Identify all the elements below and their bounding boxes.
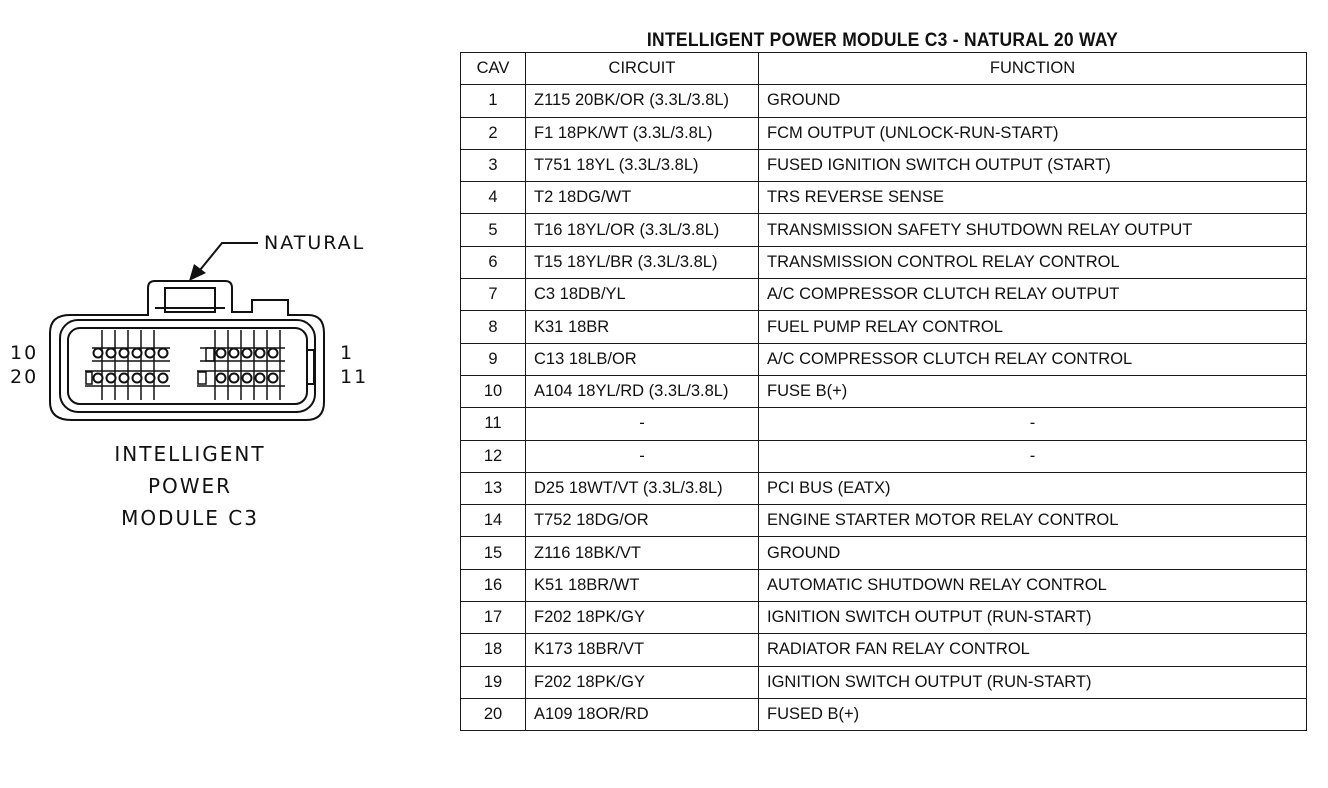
table-row bbox=[461, 698, 1307, 730]
function-cell: - bbox=[759, 408, 1307, 440]
circuit-cell: F202 18PK/GY bbox=[526, 602, 759, 634]
table-body bbox=[461, 85, 1307, 731]
cav-cell: 2 bbox=[461, 117, 526, 149]
function-cell: FUSED IGNITION SWITCH OUTPUT (START) bbox=[759, 149, 1307, 181]
cav-cell: 10 bbox=[461, 375, 526, 407]
table-row bbox=[461, 408, 1307, 440]
connector-inner-shell bbox=[60, 320, 315, 412]
cavity-12 bbox=[243, 374, 252, 383]
table-row bbox=[461, 375, 1307, 407]
function-cell: FUEL PUMP RELAY CONTROL bbox=[759, 311, 1307, 343]
cavity-10 bbox=[94, 349, 103, 358]
cav-cell: 9 bbox=[461, 343, 526, 375]
table-row bbox=[461, 117, 1307, 149]
cav-cell: 19 bbox=[461, 666, 526, 698]
circuit-cell: K51 18BR/WT bbox=[526, 569, 759, 601]
pinout-table bbox=[460, 52, 1307, 731]
circuit-cell: - bbox=[526, 440, 759, 472]
connector-diagram bbox=[0, 220, 400, 540]
caption-line-3: MODULE C3 bbox=[121, 506, 259, 530]
circuit-cell: D25 18WT/VT (3.3L/3.8L) bbox=[526, 472, 759, 504]
function-cell: FCM OUTPUT (UNLOCK-RUN-START) bbox=[759, 117, 1307, 149]
pin-label-10: 10 bbox=[10, 342, 39, 364]
cavity-14 bbox=[217, 374, 226, 383]
table-row bbox=[461, 182, 1307, 214]
cav-cell: 7 bbox=[461, 279, 526, 311]
cavity-block-left bbox=[85, 330, 170, 400]
cavity-3 bbox=[230, 349, 239, 358]
table-row bbox=[461, 472, 1307, 504]
cav-cell: 17 bbox=[461, 602, 526, 634]
cav-cell: 3 bbox=[461, 149, 526, 181]
cav-cell: 16 bbox=[461, 569, 526, 601]
function-cell: A/C COMPRESSOR CLUTCH RELAY CONTROL bbox=[759, 343, 1307, 375]
circuit-cell: Z116 18BK/VT bbox=[526, 537, 759, 569]
circuit-cell: A109 18OR/RD bbox=[526, 698, 759, 730]
cavity-4 bbox=[217, 349, 226, 358]
cavity-16 bbox=[146, 374, 155, 383]
function-cell: IGNITION SWITCH OUTPUT (RUN-START) bbox=[759, 602, 1307, 634]
function-cell: TRANSMISSION CONTROL RELAY CONTROL bbox=[759, 246, 1307, 278]
function-cell: - bbox=[759, 440, 1307, 472]
cavity-9 bbox=[107, 349, 116, 358]
circuit-cell: K173 18BR/VT bbox=[526, 634, 759, 666]
cavity-18 bbox=[120, 374, 129, 383]
function-cell: FUSED B(+) bbox=[759, 698, 1307, 730]
connector-key bbox=[307, 350, 314, 384]
caption-line-1: INTELLIGENT bbox=[114, 442, 266, 466]
table-row bbox=[461, 505, 1307, 537]
cav-cell: 13 bbox=[461, 472, 526, 504]
pin-label-11: 11 bbox=[340, 366, 369, 388]
circuit-cell: T751 18YL (3.3L/3.8L) bbox=[526, 149, 759, 181]
cavity-20 bbox=[94, 374, 103, 383]
cavity-11b bbox=[269, 374, 278, 383]
cavity-7 bbox=[133, 349, 142, 358]
caption-line-2: POWER bbox=[147, 474, 233, 498]
table-row bbox=[461, 279, 1307, 311]
function-cell: FUSE B(+) bbox=[759, 375, 1307, 407]
circuit-cell: - bbox=[526, 408, 759, 440]
cavity-17 bbox=[133, 374, 142, 383]
cav-cell: 12 bbox=[461, 440, 526, 472]
cav-cell: 1 bbox=[461, 85, 526, 117]
cavity-6 bbox=[146, 349, 155, 358]
cavity-19 bbox=[107, 374, 116, 383]
circuit-cell: T16 18YL/OR (3.3L/3.8L) bbox=[526, 214, 759, 246]
circuit-cell: K31 18BR bbox=[526, 311, 759, 343]
function-cell: PCI BUS (EATX) bbox=[759, 472, 1307, 504]
pin-label-20: 20 bbox=[10, 366, 39, 388]
table-row bbox=[461, 666, 1307, 698]
function-cell: IGNITION SWITCH OUTPUT (RUN-START) bbox=[759, 666, 1307, 698]
table-row bbox=[461, 214, 1307, 246]
function-cell: A/C COMPRESSOR CLUTCH RELAY OUTPUT bbox=[759, 279, 1307, 311]
table-row bbox=[461, 149, 1307, 181]
table-row bbox=[461, 246, 1307, 278]
cavity-15 bbox=[159, 374, 168, 383]
table-row bbox=[461, 634, 1307, 666]
table-row bbox=[461, 85, 1307, 117]
cav-cell: 14 bbox=[461, 505, 526, 537]
circuit-cell: T15 18YL/BR (3.3L/3.8L) bbox=[526, 246, 759, 278]
table-row bbox=[461, 569, 1307, 601]
function-cell: GROUND bbox=[759, 537, 1307, 569]
cavity-1 bbox=[256, 349, 265, 358]
cavity-5 bbox=[159, 349, 168, 358]
cav-cell: 4 bbox=[461, 182, 526, 214]
circuit-cell: C3 18DB/YL bbox=[526, 279, 759, 311]
function-cell: TRANSMISSION SAFETY SHUTDOWN RELAY OUTPUT bbox=[759, 214, 1307, 246]
header-cav: CAV bbox=[461, 53, 526, 85]
function-cell: TRS REVERSE SENSE bbox=[759, 182, 1307, 214]
circuit-cell: T2 18DG/WT bbox=[526, 182, 759, 214]
cav-cell: 11 bbox=[461, 408, 526, 440]
circuit-cell: F1 18PK/WT (3.3L/3.8L) bbox=[526, 117, 759, 149]
pointer-line bbox=[200, 243, 258, 270]
table-title: INTELLIGENT POWER MODULE C3 - NATURAL 20 WAY bbox=[646, 30, 1119, 51]
cav-cell: 18 bbox=[461, 634, 526, 666]
function-cell: AUTOMATIC SHUTDOWN RELAY CONTROL bbox=[759, 569, 1307, 601]
circuit-cell: F202 18PK/GY bbox=[526, 666, 759, 698]
pin-label-1: 1 bbox=[340, 342, 355, 364]
natural-label: NATURAL bbox=[264, 232, 366, 254]
function-cell: ENGINE STARTER MOTOR RELAY CONTROL bbox=[759, 505, 1307, 537]
cavity-11 bbox=[256, 374, 265, 383]
cavity-13 bbox=[230, 374, 239, 383]
circuit-cell: T752 18DG/OR bbox=[526, 505, 759, 537]
circuit-cell: A104 18YL/RD (3.3L/3.8L) bbox=[526, 375, 759, 407]
cavity-block-right bbox=[197, 330, 285, 400]
header-circuit: CIRCUIT bbox=[526, 53, 759, 85]
cav-cell: 20 bbox=[461, 698, 526, 730]
connector-housing bbox=[50, 281, 324, 420]
table-header-row bbox=[461, 53, 1307, 85]
table-row bbox=[461, 440, 1307, 472]
table-row bbox=[461, 311, 1307, 343]
table-row bbox=[461, 537, 1307, 569]
cavity-8 bbox=[120, 349, 129, 358]
circuit-cell: Z115 20BK/OR (3.3L/3.8L) bbox=[526, 85, 759, 117]
cavity-2 bbox=[243, 349, 252, 358]
cav-cell: 8 bbox=[461, 311, 526, 343]
function-cell: RADIATOR FAN RELAY CONTROL bbox=[759, 634, 1307, 666]
function-cell: GROUND bbox=[759, 85, 1307, 117]
cav-cell: 5 bbox=[461, 214, 526, 246]
cavity-1b bbox=[269, 349, 278, 358]
table-row bbox=[461, 602, 1307, 634]
circuit-cell: C13 18LB/OR bbox=[526, 343, 759, 375]
table-row bbox=[461, 343, 1307, 375]
cav-cell: 15 bbox=[461, 537, 526, 569]
diagram-caption bbox=[100, 438, 280, 534]
header-function: FUNCTION bbox=[759, 53, 1307, 85]
cav-cell: 6 bbox=[461, 246, 526, 278]
